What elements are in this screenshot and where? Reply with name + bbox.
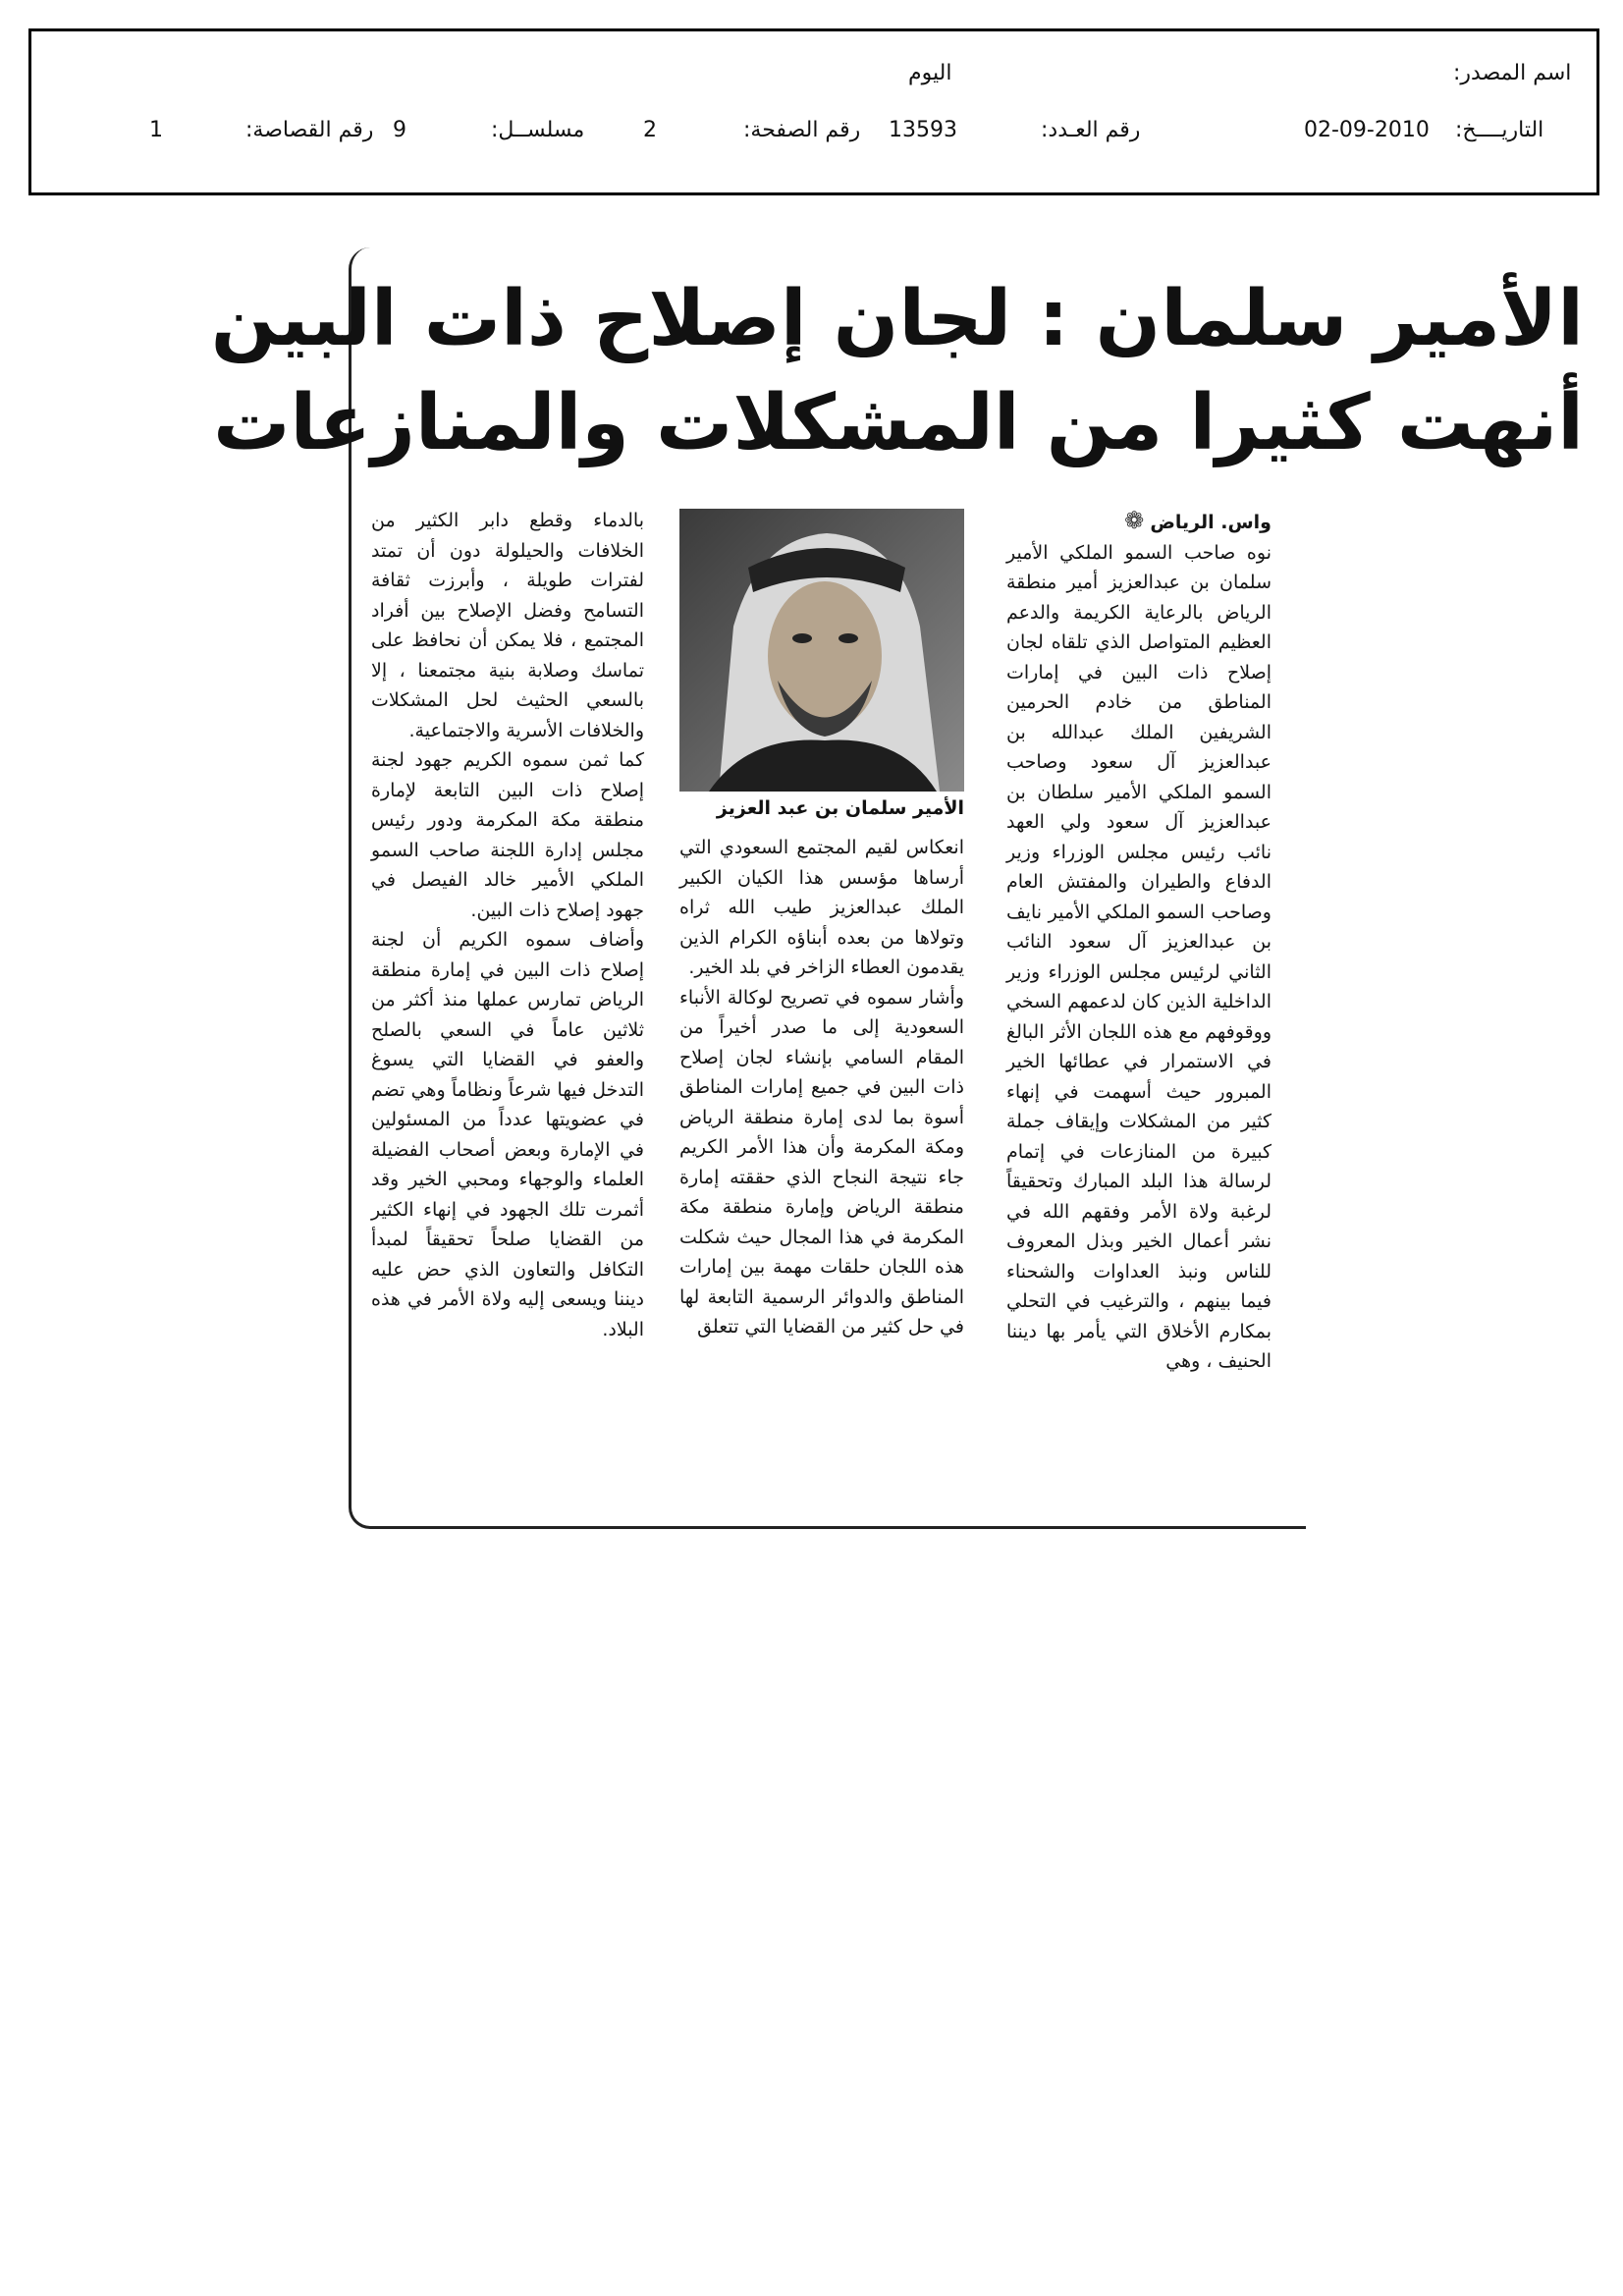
column-middle-paragraph-1: انعكاس لقيم المجتمع السعودي التي أرساها مؤسس هذا الكيان الكبير الملك عبدالعزيز طيب الله ثراه وتولاها من بعده أبناؤه الكرام الذين يقدمون العطاء الزاخر في بلد الخير. (679, 837, 964, 978)
article-column-right (1006, 506, 1271, 1507)
page-value: 2 (643, 118, 657, 142)
source-value: اليوم (908, 61, 952, 85)
article-column-left (371, 506, 644, 1507)
column-middle-paragraph-2: وأشار سموه في تصريح لوكالة الأنباء السعودية إلى ما صدر أخيراً من المقام السامي بإنشاء لجان إصلاح ذات البين في جميع إمارات المناطق أسوة بما لدى إمارة منطقة الرياض ومكة المكرمة وأن هذا الأمر الكريم جاء نتيجة النجاح الذي حققته إمارة منطقة الرياض وإمارة منطقة مكة المكرمة في هذا المجال حيث شكلت هذه اللجان حلقات مهمة بين إمارات المناطق والدوائر الرسمية التابعة لها في حل كثير من القضايا التي تتعلق (679, 986, 964, 1338)
clip-value: 1 (149, 118, 163, 142)
dateline: واس. الرياض (1150, 512, 1271, 533)
serial-value: 9 (393, 118, 406, 142)
article-column-middle (679, 833, 964, 1510)
column-right-text: نوه صاحب السمو الملكي الأمير سلمان بن عبدالعزيز أمير منطقة الرياض بالرعاية الكريمة والدعم العظيم المتواصل الذي تلقاه لجان إصلاح ذات البين في إمارات المناطق من خادم الحرمين الشريفين الملك عبدالله بن عبدالعزيز آل سعود وصاحب السمو الملكي الأمير سلطان بن عبدالعزيز آل سعود ولي العهد نائب رئيس مجلس الوزراء وزير الدفاع والطيران والمفتش العام وصاحب السمو الملكي الأمير نايف بن عبدالعزيز آل سعود النائب الثاني لرئيس مجلس الوزراء وزير الداخلية الذين كان لدعمهم السخي ووقوفهم مع هذه اللجان الأثر البالغ في الاستمرار في عطائها الخير المبرور حيث أسهمت في إنهاء كثير من المشكلات وإيقاف جملة كبيرة من المنازعات في إتمام لرسالة هذا البلد المبارك وتحقيقاً لرغبة ولاة الأمر وفقهم الله في نشر أعمال الخير وبذل المعروف للناس ونبذ العداوات والشحناء فيما بينهم ، والترغيب في التحلي بمكارم الأخلاق التي يأمر بها ديننا الحنيف ، وهي (1006, 541, 1271, 1372)
clip-label: رقم القصاصة: (245, 118, 374, 142)
headline-line-2: أنهت كثيرا من المشكلات والمنازعات (213, 379, 1584, 467)
clipping-header-box (28, 28, 1599, 195)
serial-label: مسلســل: (491, 118, 585, 142)
column-left-paragraph-3: وأضاف سموه الكريم أن لجنة إصلاح ذات البين في إمارة منطقة الرياض تمارس عملها منذ أكثر من ثلاثين عاماً في السعي بالصلح والعفو في القضايا التي يسوغ التدخل فيها شرعاً ونظاماً وهي تضم في عضويتها عدداً من المسئولين في الإمارة وبعض أصحاب الفضيلة العلماء والوجهاء ومحبي الخير وقد أثمرت تلك الجهود في إنهاء الكثير من القضايا صلحاً تحقيقاً لمبدأ التكافل والتعاون الذي حض عليه ديننا ويسعى إليه ولاة الأمر في هذه البلاد. (371, 929, 644, 1340)
ornament-icon: ❁ (1124, 507, 1145, 534)
page-label: رقم الصفحة: (743, 118, 861, 142)
column-left-paragraph-1: بالدماء وقطع دابر الكثير من الخلافات والحيلولة دون أن تمتد لفترات طويلة ، وأبرزت ثقافة التسامح وفضل الإصلاح بين أفراد المجتمع ، فلا يمكن أن نحافظ على تماسك وصلابة بنية مجتمعنا ، إلا بالسعي الحثيث لحل المشكلات والخلافات الأسرية والاجتماعية. (371, 510, 644, 741)
issue-value: 13593 (889, 118, 957, 142)
date-label: التاريــــخ: (1455, 118, 1544, 142)
column-left-paragraph-2: كما ثمن سموه الكريم جهود لجنة إصلاح ذات البين التابعة لإمارة منطقة مكة المكرمة ودور رئيس مجلس إدارة اللجنة صاحب السمو الملكي الأمير خالد الفيصل في جهود إصلاح ذات البين. (371, 749, 644, 921)
date-value: 02-09-2010 (1304, 118, 1430, 142)
source-label: اسم المصدر: (1453, 61, 1572, 85)
portrait-image (679, 509, 964, 792)
headline-line-1: الأمير سلمان : لجان إصلاح ذات البين (210, 275, 1584, 363)
photo-caption: الأمير سلمان بن عبد العزيز (716, 797, 964, 819)
prince-salman-photo (679, 509, 964, 792)
issue-label: رقم العـدد: (1041, 118, 1141, 142)
